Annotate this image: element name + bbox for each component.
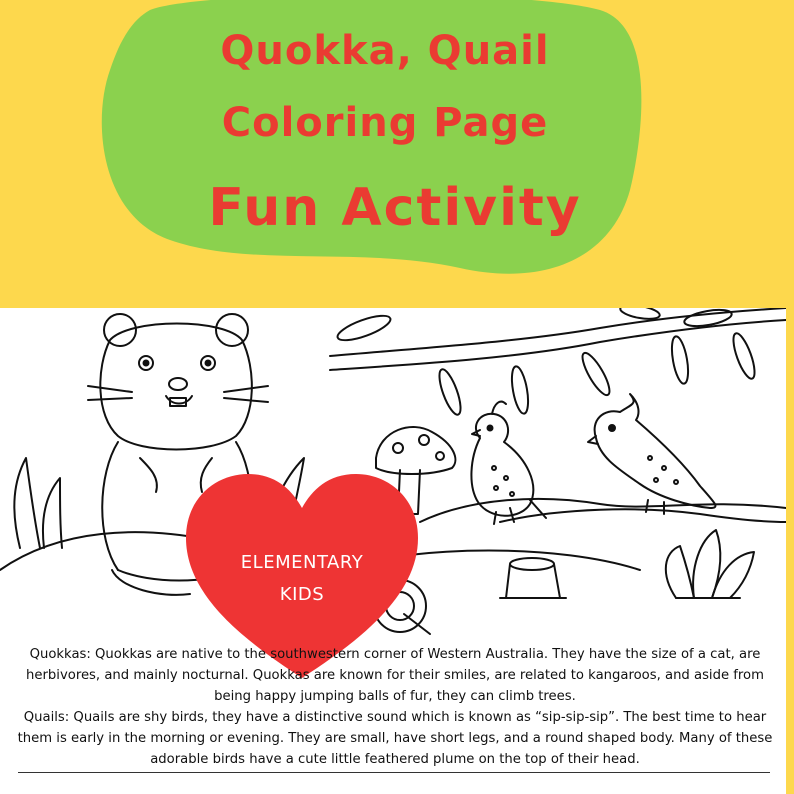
badge-line-2: KIDS (279, 584, 325, 605)
description-block (10, 644, 780, 770)
bush-drawing (666, 530, 754, 598)
page-title-line-1: Quokka, Quail (220, 28, 550, 74)
badge-line-1: ELEMENTARY (240, 552, 364, 573)
quail-description: Quails: Quails are shy birds, they have a distinctive sound which is known as “sip-sip-sip”. The best time to hear them is early in the morning or evening. They are small, have short legs, and a round shaped body. Many of these adorable birds have a cute little feathered plume on the top of their head. (17, 710, 773, 767)
quail-2-drawing (588, 394, 715, 514)
stump-drawing (500, 558, 566, 598)
page-title-line-2: Coloring Page (221, 100, 549, 146)
side-border (786, 308, 794, 794)
quail-1-drawing (471, 402, 546, 524)
page-title-line-3: Fun Activity (208, 178, 582, 238)
quokka-description: Quokkas: Quokkas are native to the southwestern corner of Western Australia. They have the size of a cat, are herbivores, and mainly nocturnal. Quokkas are known for their smiles, are related to kangaroos, and aside from being happy jumping balls of fur, they can climb trees. (26, 647, 764, 704)
divider-line (18, 772, 770, 773)
branch-drawing (330, 308, 786, 417)
